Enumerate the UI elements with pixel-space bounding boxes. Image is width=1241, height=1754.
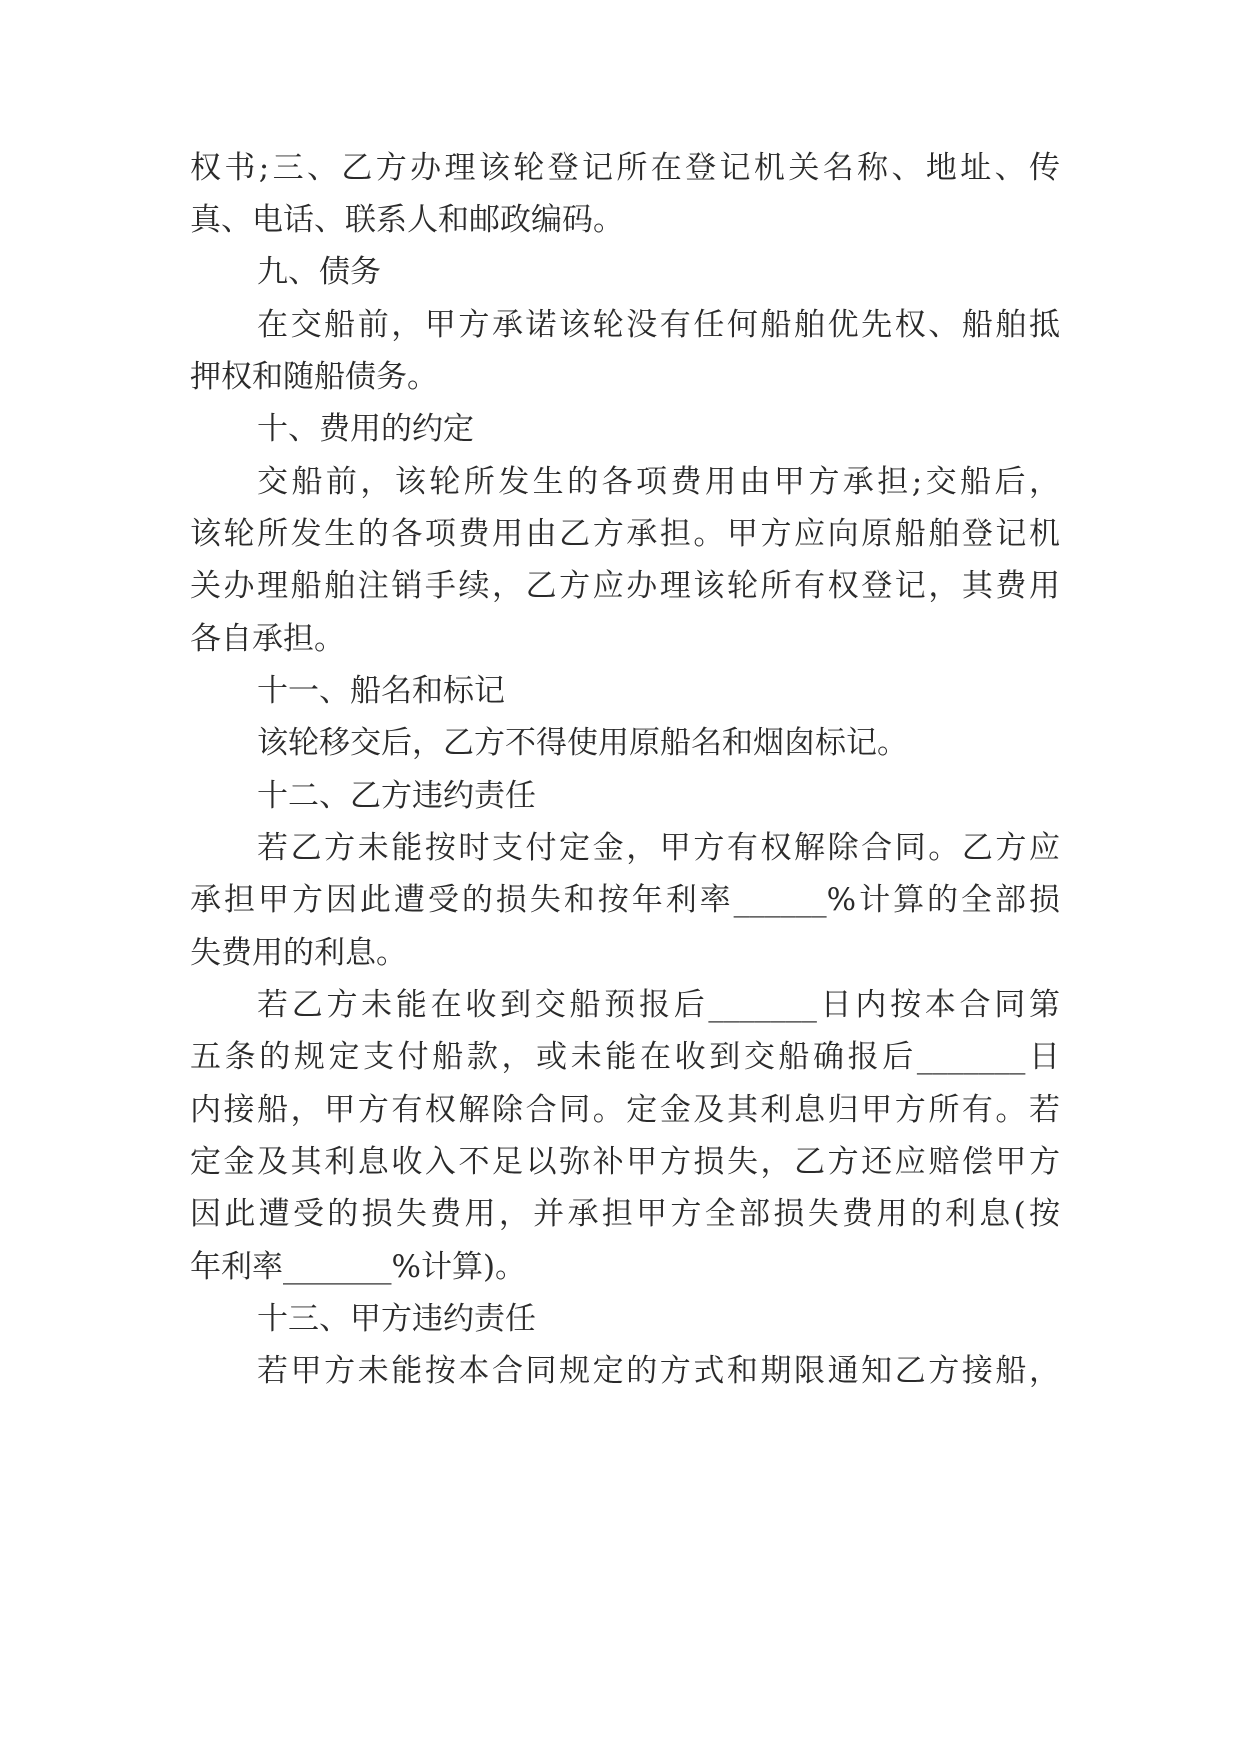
text-line: 关办理船舶注销手续，乙方应办理该轮所有权登记，其费用 [190, 568, 1060, 604]
text-line: 内接船，甲方有权解除合同。定金及其利息归甲方所有。若 [190, 1092, 1060, 1128]
section-heading: 九、债务 [257, 254, 381, 290]
text-line: 该轮所发生的各项费用由乙方承担。甲方应向原船舶登记机 [190, 516, 1060, 552]
paragraph-first-line: 该轮移交后，乙方不得使用原船名和烟囱标记。 [257, 725, 908, 761]
section-heading: 十、费用的约定 [257, 411, 474, 447]
section-heading: 十三、甲方违约责任 [257, 1301, 536, 1337]
text-line: 年利率_______%计算)。 [190, 1249, 527, 1285]
paragraph-first-line: 交船前，该轮所发生的各项费用由甲方承担;交船后， [257, 464, 1060, 500]
text-line: 权书;三、乙方办理该轮登记所在登记机关名称、地址、传 [190, 150, 1060, 186]
text-line: 失费用的利息。 [190, 935, 407, 971]
text-line: 五条的规定支付船款，或未能在收到交船确报后_______日 [190, 1039, 1060, 1075]
text-line: 各自承担。 [190, 621, 345, 657]
paragraph-first-line: 若乙方未能在收到交船预报后_______日内按本合同第 [257, 987, 1060, 1023]
paragraph-first-line: 在交船前，甲方承诺该轮没有任何船舶优先权、船舶抵 [257, 307, 1060, 343]
paragraph-first-line: 若乙方未能按时支付定金，甲方有权解除合同。乙方应 [257, 830, 1060, 866]
text-line: 因此遭受的损失费用，并承担甲方全部损失费用的利息(按 [190, 1196, 1060, 1232]
section-heading: 十二、乙方违约责任 [257, 778, 536, 814]
section-heading: 十一、船名和标记 [257, 673, 505, 709]
text-line: 押权和随船债务。 [190, 359, 438, 395]
text-line: 定金及其利息收入不足以弥补甲方损失，乙方还应赔偿甲方 [190, 1144, 1060, 1180]
text-line: 承担甲方因此遭受的损失和按年利率______%计算的全部损 [190, 882, 1060, 918]
text-line: 真、电话、联系人和邮政编码。 [190, 202, 624, 238]
paragraph-first-line: 若甲方未能按本合同规定的方式和期限通知乙方接船， [257, 1353, 1060, 1389]
